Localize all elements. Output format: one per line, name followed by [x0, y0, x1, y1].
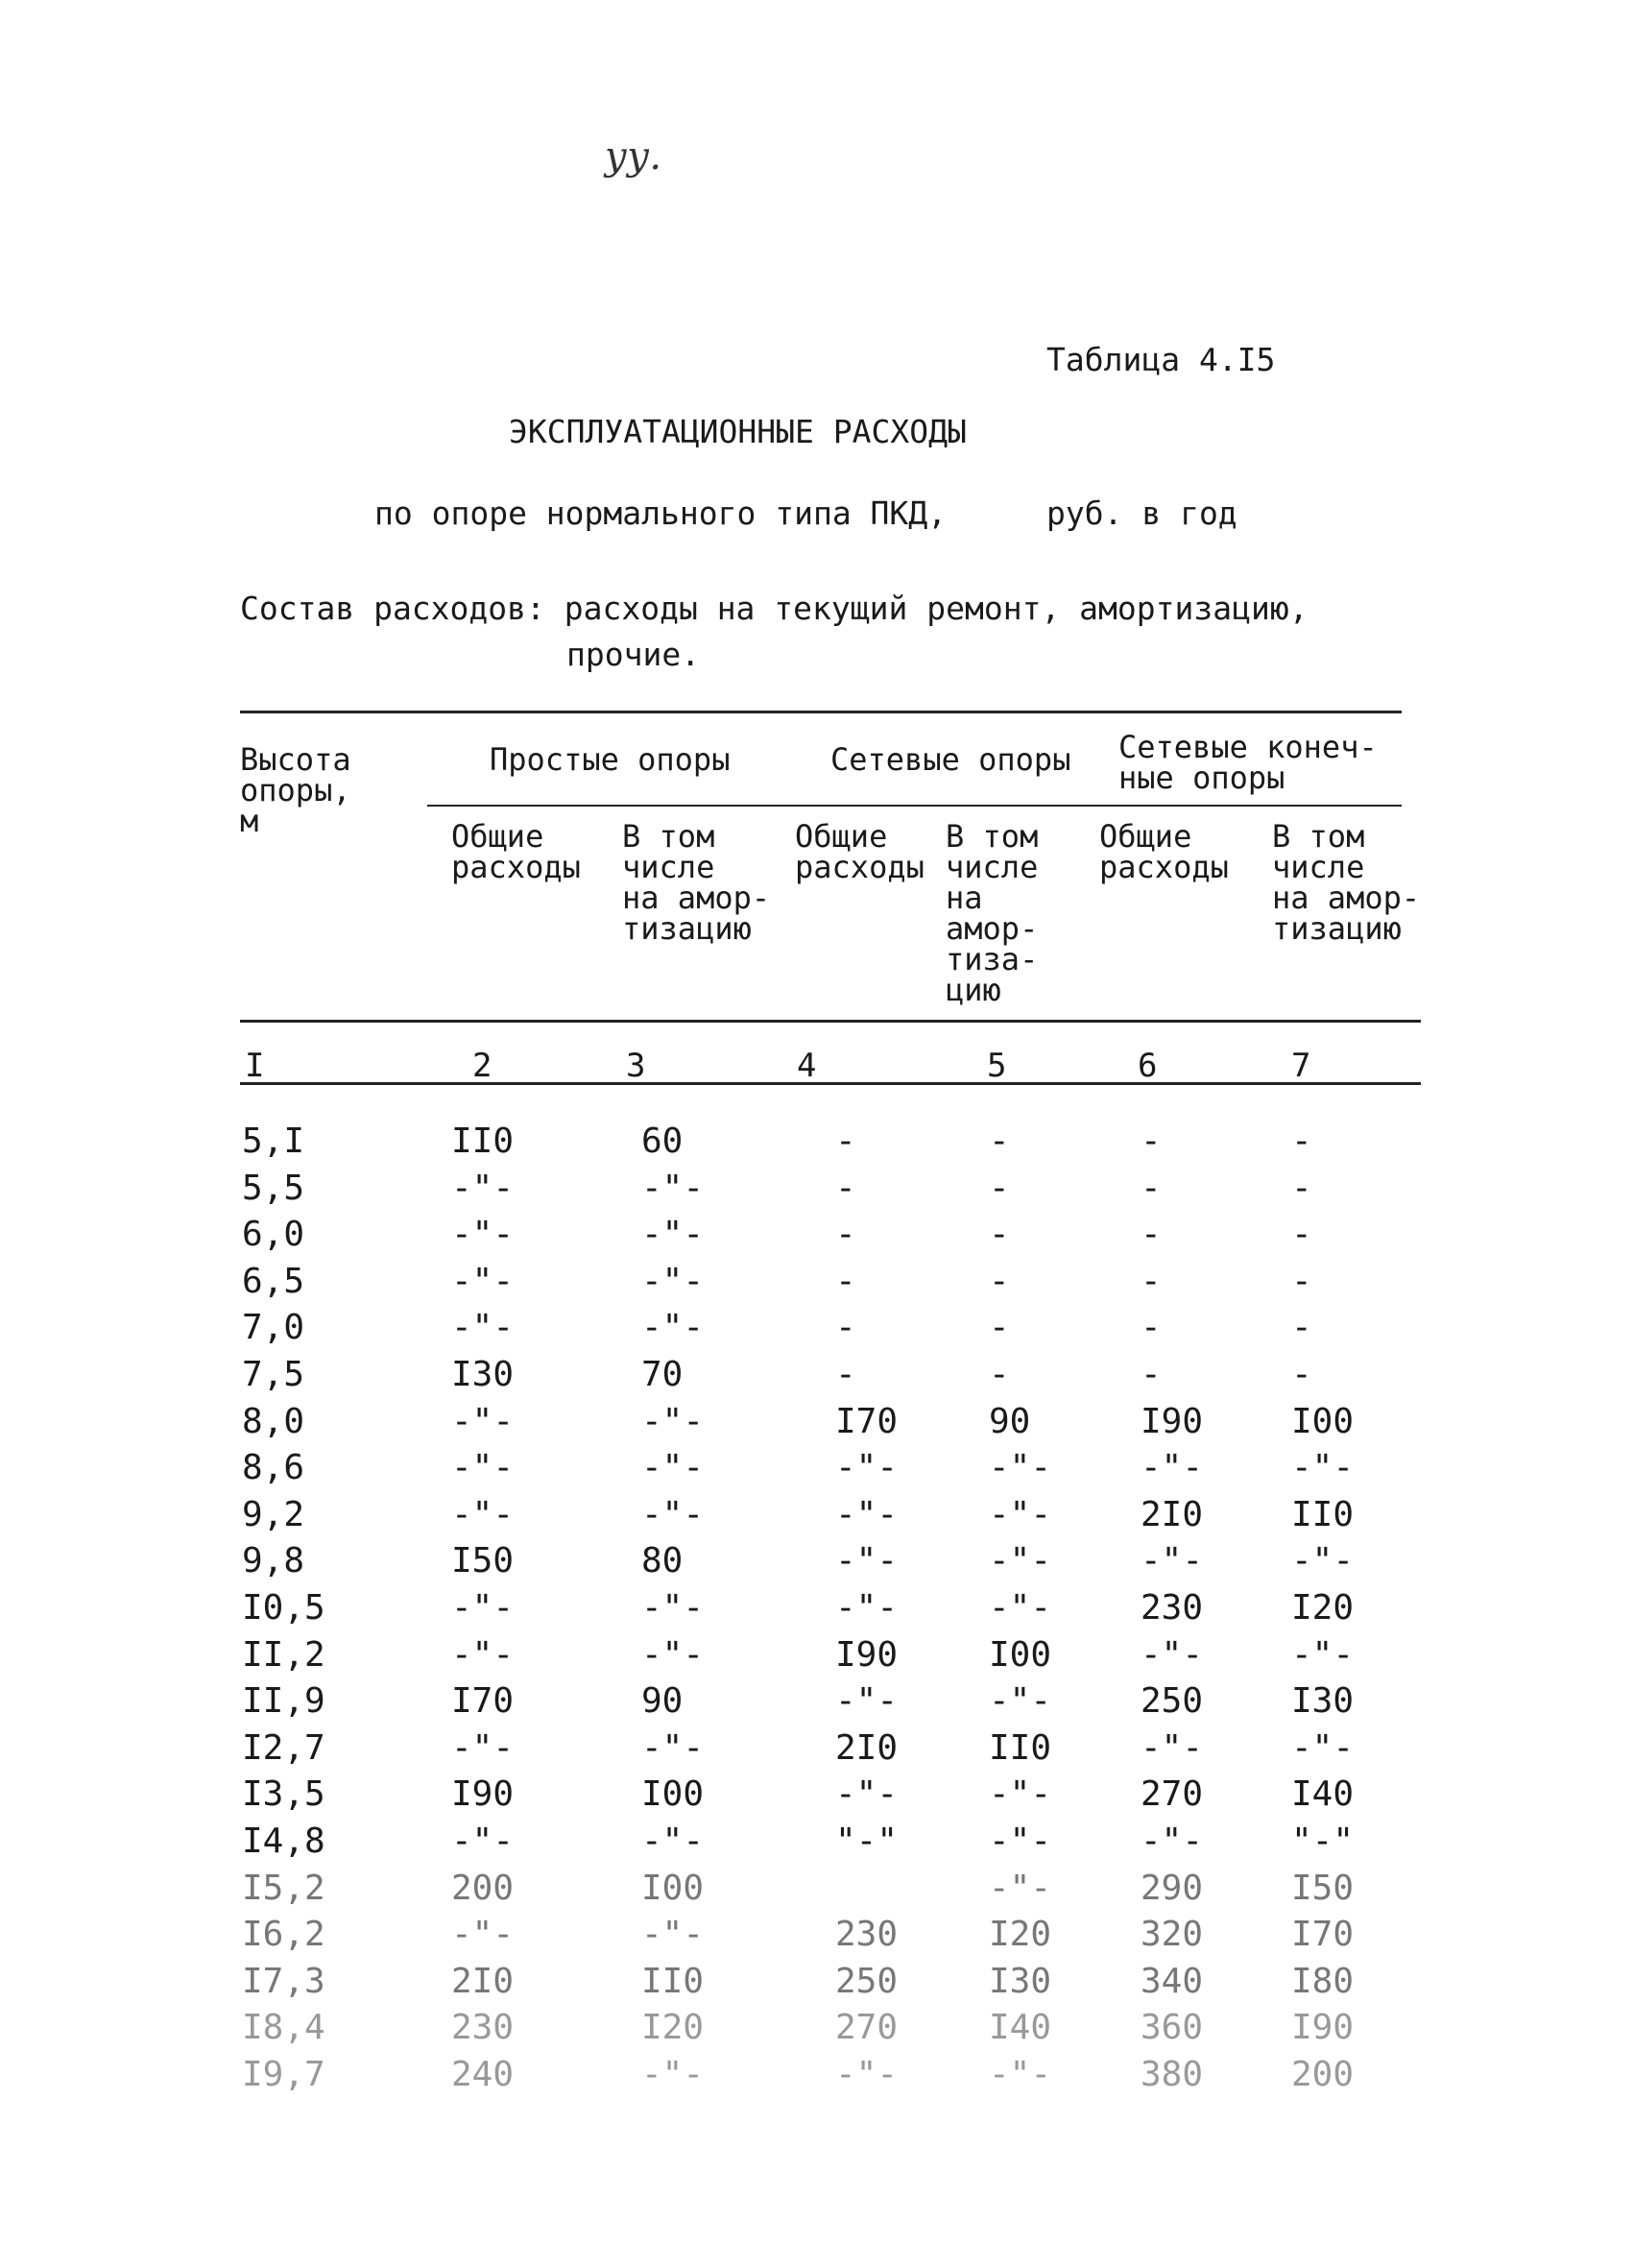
value-cell: -"-: [451, 1168, 515, 1208]
value-cell: -"-: [989, 1448, 1052, 1488]
height-cell: 8,0: [242, 1401, 305, 1441]
value-cell: -: [835, 1355, 856, 1394]
value-cell: -"-: [641, 1822, 705, 1861]
header-height: [240, 741, 351, 839]
height-cell: II,2: [242, 1634, 325, 1675]
value-cell: -"-: [641, 2055, 705, 2094]
value-cell: -: [989, 1168, 1010, 1208]
height-cell: I8,4: [242, 2008, 325, 2048]
value-cell: 340: [1141, 1961, 1204, 2001]
column-number: 2: [472, 1047, 492, 1085]
height-cell: 7,0: [242, 1308, 305, 1348]
value-cell: 320: [1141, 1915, 1204, 1955]
value-cell: -"-: [641, 1168, 705, 1208]
table-subtitle: по опоре нормального типа ПКД,: [374, 495, 948, 532]
value-cell: -: [1141, 1355, 1162, 1394]
value-cell: "-": [1291, 1822, 1355, 1861]
value-cell: -: [835, 1122, 856, 1161]
value-cell: 2I0: [1141, 1494, 1204, 1534]
value-cell: I00: [641, 1774, 705, 1815]
value-cell: -: [989, 1308, 1010, 1348]
value-cell: -"-: [451, 1308, 515, 1348]
value-cell: 200: [1291, 2055, 1355, 2094]
subheader-line: Общие: [1099, 818, 1192, 855]
value-cell: -"-: [451, 1494, 515, 1534]
height-cell: I7,3: [242, 1961, 325, 2001]
subheader-line: числе: [1272, 849, 1365, 885]
value-cell: -: [835, 1261, 856, 1301]
height-cell: 8,6: [242, 1448, 305, 1488]
value-cell: -"-: [451, 1915, 515, 1955]
value-cell: 290: [1141, 1868, 1204, 1908]
subheader-amort-network-end: [1272, 818, 1421, 947]
value-cell: 360: [1141, 2008, 1204, 2048]
value-cell: -: [835, 1215, 856, 1255]
value-cell: -: [835, 1168, 856, 1208]
height-cell: 5,5: [242, 1168, 305, 1208]
height-cell: I0,5: [242, 1588, 325, 1628]
value-cell: I50: [451, 1541, 515, 1581]
value-cell: -"-: [989, 1588, 1052, 1628]
subheader-line: цию: [946, 972, 1001, 1008]
value-cell: -"-: [451, 1634, 515, 1675]
value-cell: II0: [1291, 1494, 1355, 1534]
column-number: 3: [626, 1047, 646, 1085]
value-cell: -: [1141, 1168, 1162, 1208]
subheader-total-network-end: [1099, 818, 1229, 885]
value-cell: -"-: [1291, 1541, 1355, 1581]
subheader-line: В том: [946, 818, 1039, 855]
unit-label: руб. в год: [1046, 495, 1237, 532]
value-cell: -"-: [989, 1774, 1052, 1815]
value-cell: I20: [641, 2008, 705, 2048]
value-cell: -: [1291, 1168, 1312, 1208]
subheader-line: расходы: [451, 849, 581, 885]
value-cell: 90: [641, 1681, 684, 1722]
value-cell: -: [835, 1308, 856, 1348]
value-cell: -"-: [451, 1727, 515, 1768]
value-cell: -"-: [641, 1401, 705, 1441]
value-cell: -"-: [1141, 1727, 1204, 1768]
value-cell: -"-: [835, 1448, 899, 1488]
value-cell: I20: [1291, 1588, 1355, 1628]
height-cell: 7,5: [242, 1355, 305, 1394]
value-cell: I90: [835, 1634, 899, 1675]
value-cell: I90: [1291, 2008, 1355, 2048]
subheader-line: на амор-: [1272, 880, 1421, 916]
subheader-total-network: [795, 818, 925, 885]
value-cell: -: [1141, 1261, 1162, 1301]
expense-composition: [240, 586, 1309, 678]
height-cell: II,9: [242, 1681, 325, 1722]
value-cell: -: [989, 1122, 1010, 1161]
value-cell: 270: [1141, 1774, 1204, 1815]
value-cell: -: [989, 1261, 1010, 1301]
header-network-supports: Сетевые опоры: [830, 741, 1071, 778]
value-cell: 200: [451, 1868, 515, 1908]
header-network-end-supports: [1118, 729, 1378, 796]
value-cell: -: [989, 1355, 1010, 1394]
value-cell: I30: [989, 1961, 1052, 2001]
subheader-line: тизацию: [622, 910, 752, 947]
value-cell: -"-: [641, 1915, 705, 1955]
value-cell: -"-: [451, 1448, 515, 1488]
value-cell: II0: [641, 1961, 705, 2001]
composition-line-2: прочие.: [566, 636, 701, 673]
value-cell: -"-: [835, 1774, 899, 1815]
subheader-line: В том: [1272, 818, 1365, 855]
column-number: 7: [1291, 1047, 1311, 1085]
height-cell: 9,2: [242, 1494, 305, 1534]
value-cell: -"-: [835, 1681, 899, 1722]
height-cell: 9,8: [242, 1541, 305, 1581]
header-bottom-rule: [240, 1020, 1421, 1023]
value-cell: -"-: [451, 1215, 515, 1255]
value-cell: 250: [1141, 1681, 1204, 1722]
value-cell: -"-: [641, 1494, 705, 1534]
value-cell: I40: [1291, 1774, 1355, 1815]
value-cell: -"-: [1141, 1448, 1204, 1488]
value-cell: -: [1141, 1122, 1162, 1161]
value-cell: I00: [1291, 1401, 1355, 1441]
value-cell: -"-: [451, 1588, 515, 1628]
value-cell: I30: [1291, 1681, 1355, 1722]
subheader-total-simple: [451, 818, 581, 885]
value-cell: -"-: [989, 1681, 1052, 1722]
value-cell: -"-: [641, 1215, 705, 1255]
subheader-line: расходы: [795, 849, 925, 885]
value-cell: -"-: [1141, 1634, 1204, 1675]
subheader-line: тизацию: [1272, 910, 1402, 947]
subheader-amort-network: [946, 818, 1039, 1008]
value-cell: 230: [835, 1915, 899, 1955]
value-cell: -: [1291, 1355, 1312, 1394]
table-label: Таблица 4.I5: [1046, 341, 1276, 378]
value-cell: I00: [641, 1868, 705, 1908]
value-cell: II0: [989, 1727, 1052, 1768]
value-cell: -"-: [451, 1401, 515, 1441]
value-cell: -"-: [641, 1634, 705, 1675]
subheader-amort-simple: [622, 818, 771, 947]
group-header-rule: [427, 805, 1402, 807]
value-cell: I90: [1141, 1401, 1204, 1441]
height-cell: 6,0: [242, 1215, 305, 1255]
value-cell: -: [1141, 1308, 1162, 1348]
column-number: 6: [1138, 1047, 1158, 1085]
value-cell: I50: [1291, 1868, 1355, 1908]
value-cell: -: [989, 1215, 1010, 1255]
subheader-line: числе: [946, 849, 1039, 885]
value-cell: -"-: [641, 1588, 705, 1628]
value-cell: I00: [989, 1634, 1052, 1675]
value-cell: 70: [641, 1355, 684, 1394]
value-cell: -: [1291, 1215, 1312, 1255]
value-cell: 2I0: [451, 1961, 515, 2001]
value-cell: -: [1291, 1122, 1312, 1161]
height-cell: I5,2: [242, 1868, 325, 1908]
value-cell: -"-: [989, 1822, 1052, 1861]
value-cell: -"-: [1141, 1541, 1204, 1581]
column-number: I: [245, 1047, 265, 1085]
value-cell: -"-: [641, 1261, 705, 1301]
subheader-line: амор-: [946, 910, 1039, 947]
column-number-rule: [240, 1082, 1421, 1085]
header-height-line: м: [240, 803, 259, 839]
value-cell: I40: [989, 2008, 1052, 2048]
value-cell: 60: [641, 1122, 684, 1161]
height-cell: 6,5: [242, 1261, 305, 1301]
subheader-line: Общие: [451, 818, 544, 855]
value-cell: -"-: [641, 1448, 705, 1488]
table-top-rule: [240, 711, 1402, 713]
height-cell: I2,7: [242, 1727, 325, 1768]
header-network-end-line: Сетевые конеч-: [1118, 729, 1378, 765]
value-cell: I80: [1291, 1961, 1355, 2001]
value-cell: 90: [989, 1401, 1031, 1441]
value-cell: I70: [1291, 1915, 1355, 1955]
value-cell: 80: [641, 1541, 684, 1581]
value-cell: -"-: [451, 1822, 515, 1861]
height-cell: I9,7: [242, 2055, 325, 2094]
value-cell: -"-: [989, 1541, 1052, 1581]
value-cell: I70: [451, 1681, 515, 1722]
height-cell: 5,I: [242, 1122, 305, 1161]
subheader-line: В том: [622, 818, 715, 855]
value-cell: -"-: [835, 2055, 899, 2094]
subheader-line: на: [946, 880, 983, 916]
value-cell: -"-: [835, 1588, 899, 1628]
value-cell: -"-: [451, 1261, 515, 1301]
value-cell: -"-: [835, 1541, 899, 1581]
value-cell: 380: [1141, 2055, 1204, 2094]
value-cell: -: [1291, 1261, 1312, 1301]
header-height-line: опоры,: [240, 772, 351, 808]
page-number: уу.: [605, 134, 662, 179]
value-cell: -"-: [1291, 1634, 1355, 1675]
value-cell: -: [1141, 1215, 1162, 1255]
value-cell: I90: [451, 1774, 515, 1815]
column-number: 5: [987, 1047, 1007, 1085]
value-cell: I30: [451, 1355, 515, 1394]
subheader-line: Общие: [795, 818, 888, 855]
value-cell: -"-: [989, 1494, 1052, 1534]
value-cell: 240: [451, 2055, 515, 2094]
height-cell: I6,2: [242, 1915, 325, 1955]
value-cell: -"-: [641, 1727, 705, 1768]
composition-line-1: Состав расходов: расходы на текущий ремонт, амортизацию,: [240, 590, 1309, 627]
height-cell: I4,8: [242, 1822, 325, 1861]
value-cell: "-": [835, 1822, 899, 1861]
header-simple-supports: Простые опоры: [490, 741, 731, 778]
value-cell: I20: [989, 1915, 1052, 1955]
value-cell: 270: [835, 2008, 899, 2048]
value-cell: -"-: [835, 1494, 899, 1534]
value-cell: 230: [451, 2008, 515, 2048]
value-cell: -"-: [1291, 1727, 1355, 1768]
height-cell: I3,5: [242, 1774, 325, 1815]
value-cell: I70: [835, 1401, 899, 1441]
value-cell: 230: [1141, 1588, 1204, 1628]
value-cell: -"-: [641, 1308, 705, 1348]
value-cell: -"-: [1141, 1822, 1204, 1861]
header-network-end-line: ные опоры: [1118, 760, 1285, 796]
header-height-line: Высота: [240, 741, 351, 778]
subheader-line: числе: [622, 849, 715, 885]
value-cell: 2I0: [835, 1727, 899, 1768]
value-cell: -"-: [989, 2055, 1052, 2094]
value-cell: -: [1291, 1308, 1312, 1348]
value-cell: -"-: [1291, 1448, 1355, 1488]
value-cell: II0: [451, 1122, 515, 1161]
column-number: 4: [797, 1047, 817, 1085]
subheader-line: на амор-: [622, 880, 771, 916]
subheader-line: тиза-: [946, 941, 1039, 977]
value-cell: -"-: [989, 1868, 1052, 1908]
subheader-line: расходы: [1099, 849, 1229, 885]
value-cell: 250: [835, 1961, 899, 2001]
